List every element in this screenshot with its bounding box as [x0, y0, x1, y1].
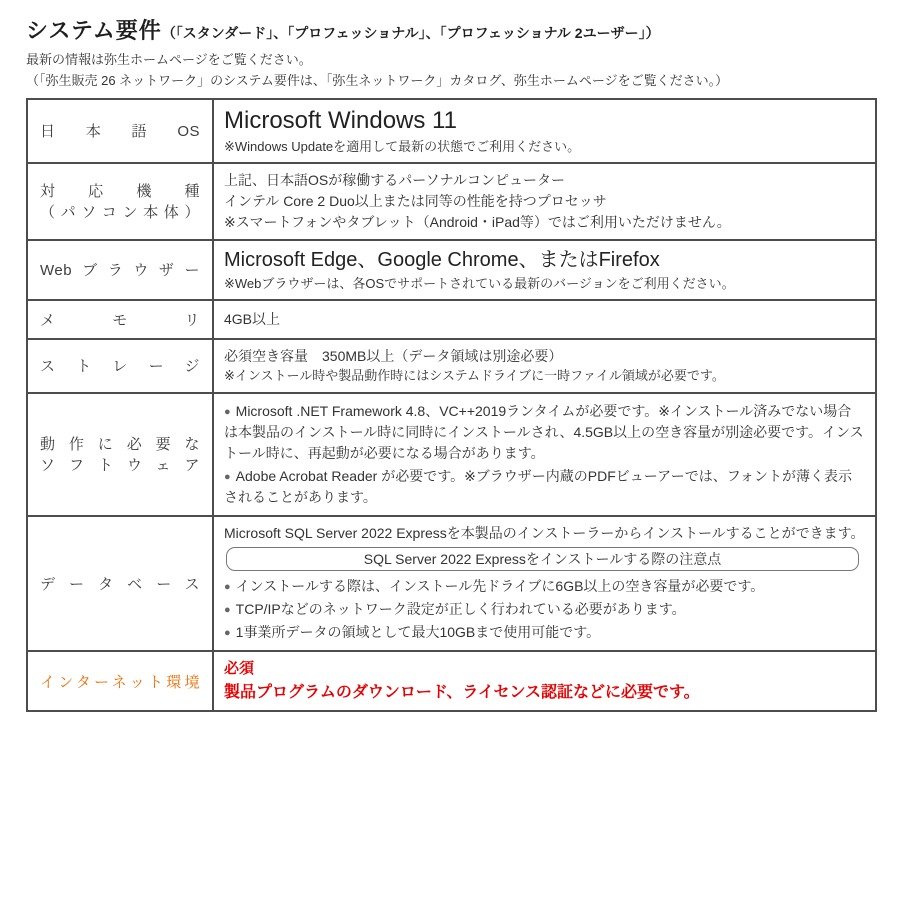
os-main-text: Microsoft Windows 11 [224, 107, 457, 134]
os-note-text: ※Windows Updateを適用して最新の状態でご利用ください。 [224, 139, 581, 154]
storage-line-2: ※インストール時や製品動作時にはシステムドライブに一時ファイル領域が必要です。 [224, 367, 725, 383]
bullet-icon: ● [224, 627, 231, 640]
row-label-memory-text: メモリ [40, 311, 200, 329]
sql-note-box: SQL Server 2022 Expressをインストールする際の注意点 [226, 547, 859, 571]
table-row-browser [27, 240, 876, 300]
hardware-line-3: ※スマートフォンやタブレット（Android・iPad等）ではご利用いただけません。 [224, 214, 731, 231]
browser-main-text: Microsoft Edge、Google Chrome、またはFirefox [224, 248, 660, 271]
row-content-os [213, 99, 876, 163]
row-label-database-text: データベース [40, 576, 200, 594]
table-row-hardware [27, 163, 876, 240]
software-bullet-1 [224, 401, 865, 464]
bullet-icon: ● [224, 405, 231, 418]
database-intro-text: Microsoft SQL Server 2022 Expressを本製品のインストーラーからインストールすることができます。 [224, 524, 865, 541]
row-label-storage [27, 339, 213, 393]
row-label-os [27, 99, 213, 163]
row-label-browser [27, 240, 213, 300]
page-title-paren: （「スタンダード」、「プロフェッショナル」、「プロフェッショナル 2ユーザー」） [161, 25, 660, 41]
bullet-icon: ● [224, 581, 231, 594]
database-bullet-1 [224, 576, 865, 597]
internet-note-text: 製品プログラムのダウンロード、ライセンス認証などに必要です。 [224, 684, 700, 702]
row-content-internet [213, 651, 876, 711]
table-row-database [27, 516, 876, 652]
row-label-browser-text: Webブラウザー [40, 262, 200, 280]
row-label-hardware [27, 163, 213, 240]
system-requirements-table [26, 98, 877, 712]
row-label-software-line1: 動作に必要な [40, 436, 200, 454]
row-content-hardware [213, 163, 876, 240]
row-label-software [27, 393, 213, 516]
software-bullet-2 [224, 466, 865, 508]
row-label-internet [27, 651, 213, 711]
row-content-storage [213, 339, 876, 393]
bullet-icon: ● [224, 604, 231, 617]
row-label-internet-text: インターネット環境 [40, 673, 200, 691]
memory-value-text: 4GB以上 [224, 310, 281, 327]
table-row-software [27, 393, 876, 516]
table-row-internet [27, 651, 876, 711]
row-label-database [27, 516, 213, 652]
database-bullet-2 [224, 599, 865, 620]
page-subtitle-2: （「弥生販売 26 ネットワーク」のシステム要件は、「弥生ネットワーク」カタログ、弥生ホームページをご覧ください。） [26, 73, 729, 88]
software-bullet-1-text: Microsoft .NET Framework 4.8、VC++2019ランタイムが必要です。※インストール済みでない場合は本製品のインストール時に同時にインストールされ、4.5GB以上の空き容量が別途必要です。インストール時に、再起動が必要になる場合があります。 [224, 402, 864, 461]
internet-required-text: 必須 [224, 660, 255, 678]
row-label-storage-text: ストレージ [40, 358, 200, 376]
database-bullet-1-text: インストールする際は、インストール先ドライブに6GB以上の空き容量が必要です。 [235, 578, 765, 595]
table-row-storage [27, 339, 876, 393]
row-content-memory [213, 300, 876, 339]
row-label-memory [27, 300, 213, 339]
row-label-hardware-line2: （パソコン本体） [40, 204, 200, 222]
database-bullet-3-text: 1事業所データの領域として最大10GBまで使用可能です。 [235, 624, 601, 641]
database-bullet-2-text: TCP/IPなどのネットワーク設定が正しく行われている必要があります。 [235, 601, 686, 618]
page-subtitle-1: 最新の情報は弥生ホームページをご覧ください。 [26, 52, 312, 67]
row-content-software [213, 393, 876, 516]
row-label-hardware-line1: 対応機種 [40, 183, 200, 201]
bullet-icon: ● [224, 470, 231, 483]
database-bullet-3 [224, 622, 865, 643]
page-title [26, 14, 876, 45]
page-title-text: システム要件 [26, 18, 162, 43]
storage-line-1: 必須空き容量 350MB以上（データ領域は別途必要） [224, 347, 563, 364]
row-label-os-text: 日本語OS [40, 123, 200, 141]
row-content-database [213, 516, 876, 652]
hardware-line-2: インテル Core 2 Duo以上または同等の性能を持つプロセッサ [224, 193, 607, 210]
hardware-line-1: 上記、日本語OSが稼働するパーソナルコンピューター [224, 171, 565, 188]
browser-note-text: ※Webブラウザーは、各OSでサポートされている最新のバージョンをご利用ください。 [224, 275, 735, 291]
row-label-software-line2: ソフトウェア [40, 457, 200, 475]
table-row-memory [27, 300, 876, 339]
row-content-browser [213, 240, 876, 300]
software-bullet-2-text: Adobe Acrobat Reader が必要です。※ブラウザー内蔵のPDFビューアーでは、フォントが薄く表示されることがあります。 [224, 467, 852, 505]
table-row-os [27, 99, 876, 163]
